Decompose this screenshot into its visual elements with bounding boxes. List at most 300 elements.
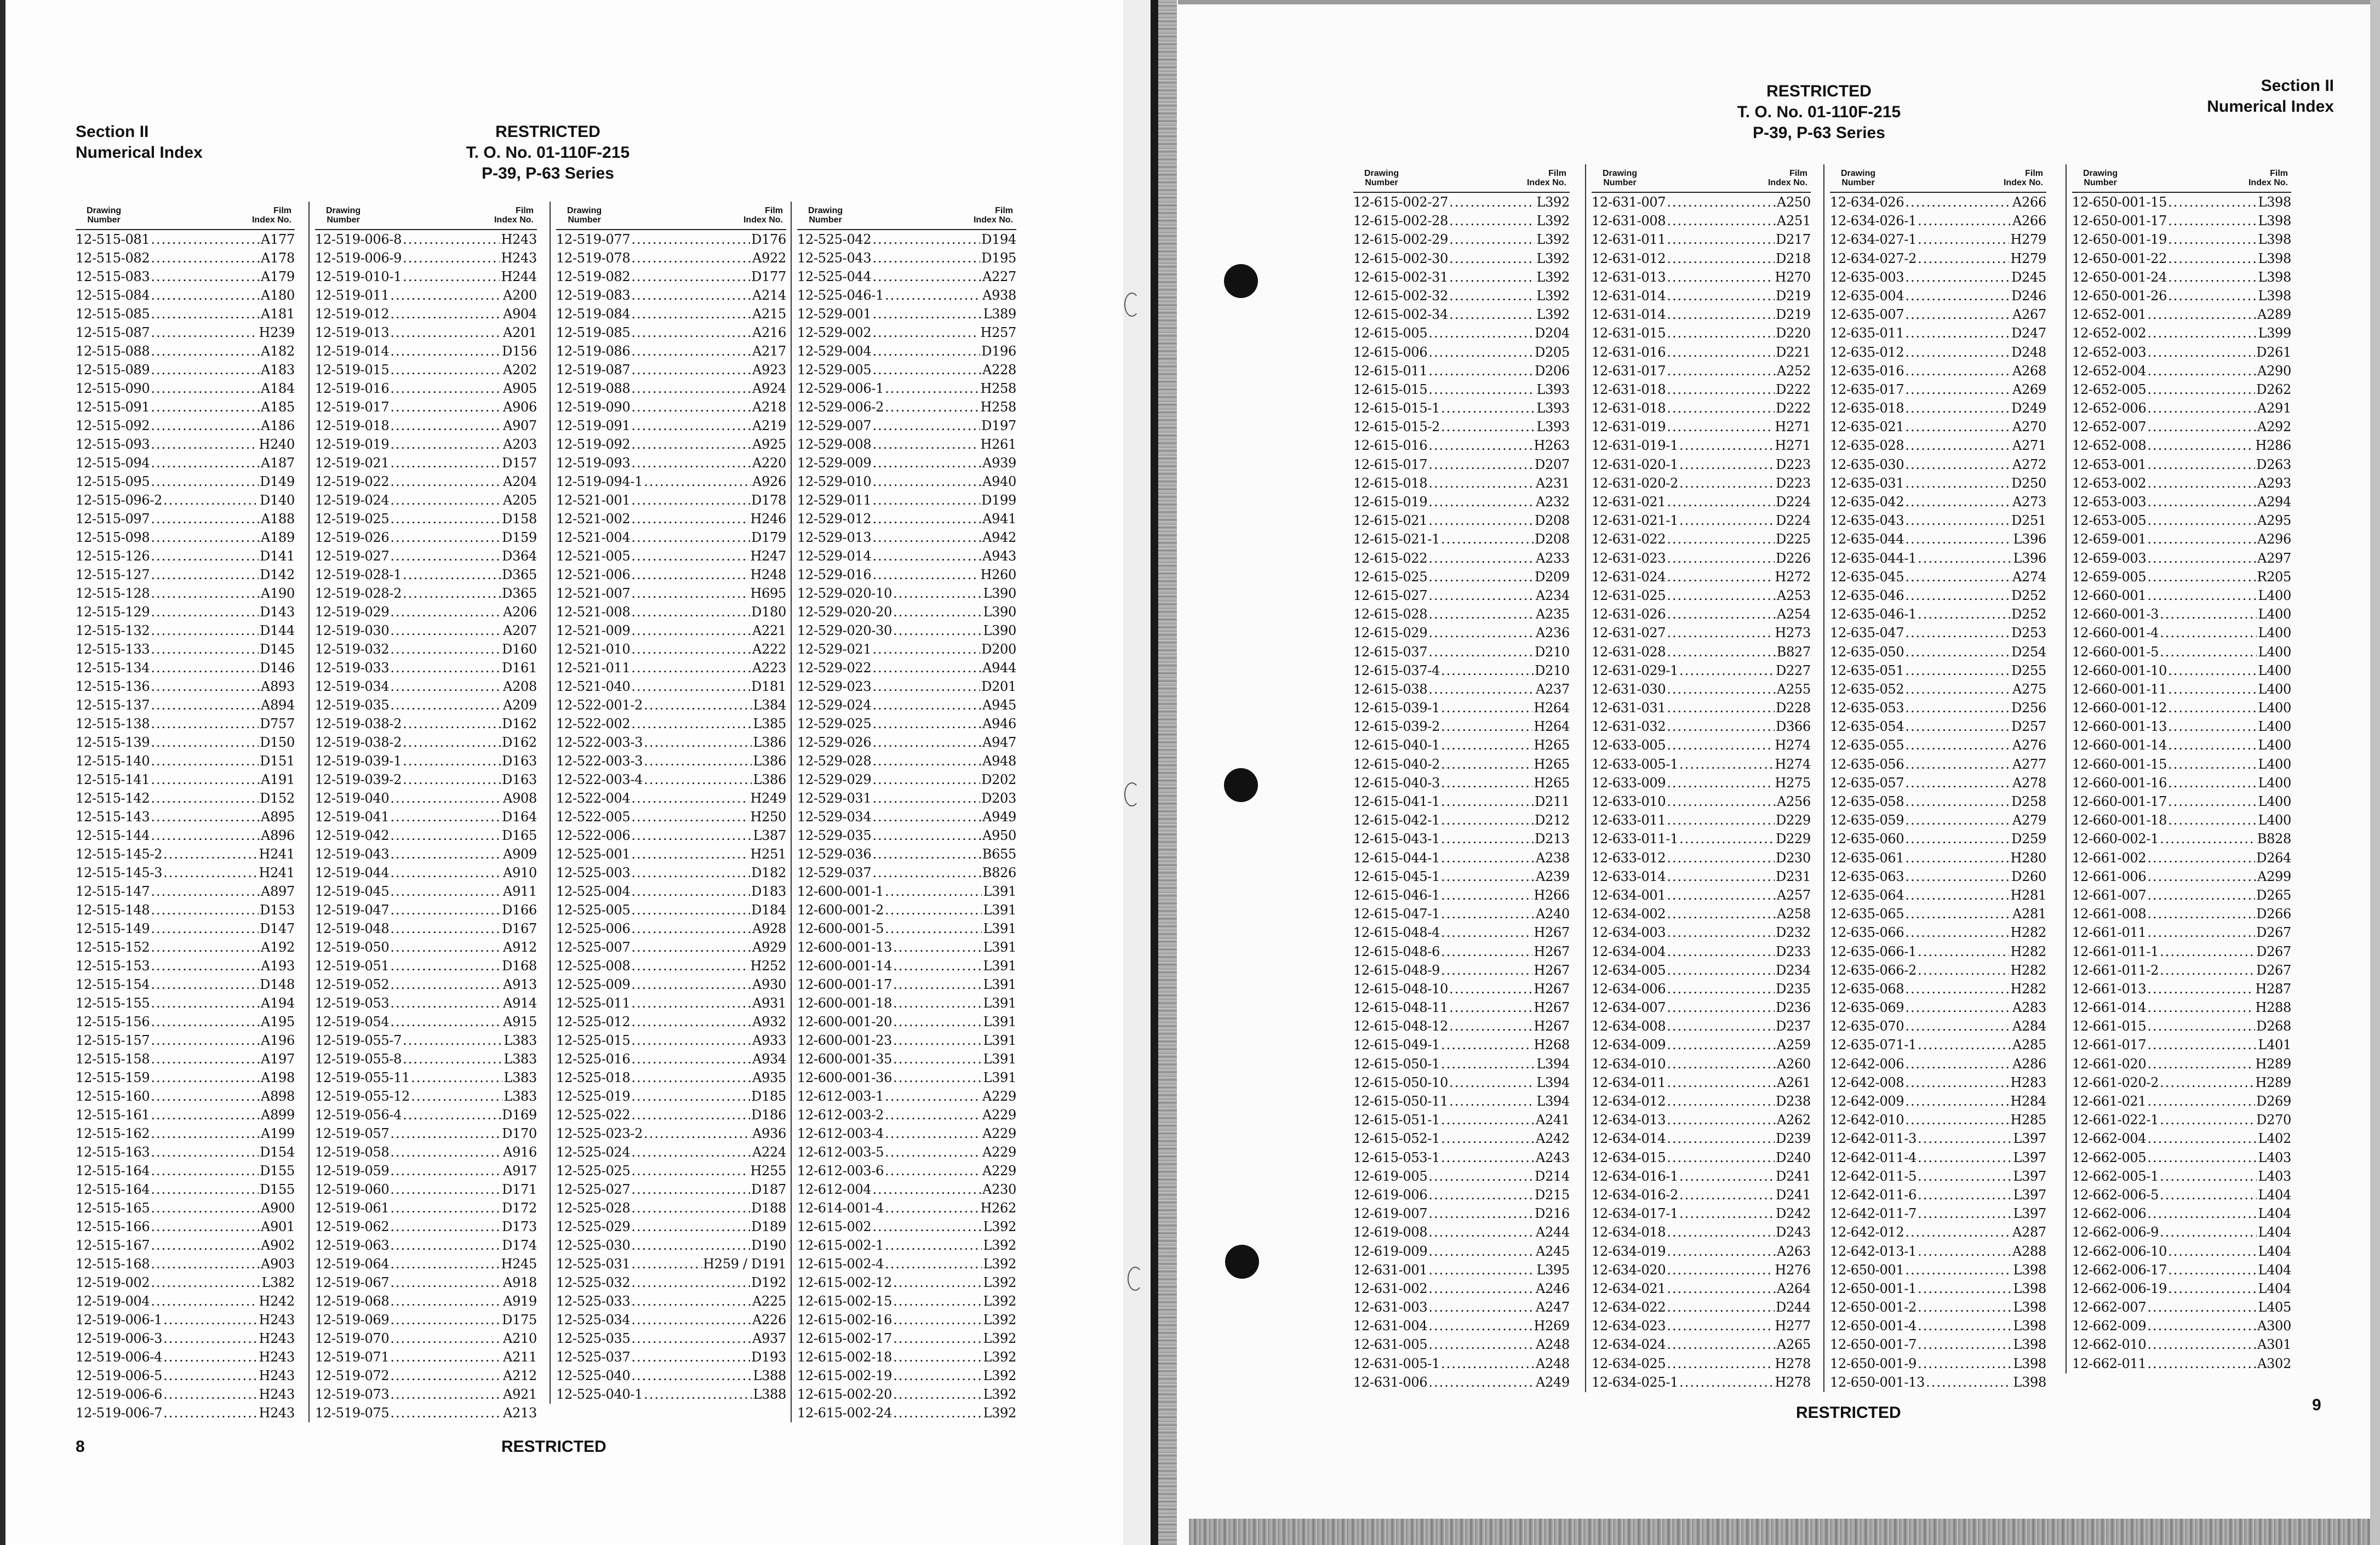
index-entry — [315, 863, 537, 882]
drawing-number: 12-515-126 — [76, 548, 150, 564]
index-entry — [1830, 661, 2046, 680]
index-entry — [556, 1031, 786, 1050]
index-entry — [76, 267, 295, 286]
film-index-number: L391 — [983, 940, 1016, 955]
dot-leader — [1905, 568, 2011, 586]
film-index-number: D242 — [1776, 1206, 1811, 1222]
drawing-number: 12-519-015 — [315, 362, 390, 377]
film-index-number: D194 — [981, 232, 1016, 247]
dot-leader — [2160, 1186, 2257, 1204]
index-entry — [556, 1087, 786, 1106]
film-index-number: A189 — [261, 530, 295, 545]
punch-hole — [1224, 264, 1258, 298]
index-entry — [2072, 1298, 2291, 1317]
index-entry — [2072, 1186, 2291, 1204]
index-entry — [1353, 792, 1570, 811]
index-entry — [2072, 568, 2291, 586]
dot-leader — [390, 919, 501, 938]
dot-leader — [151, 1050, 260, 1068]
dot-leader — [1441, 530, 1534, 548]
index-entry — [797, 510, 1016, 528]
film-index-number: D245 — [2011, 269, 2046, 285]
film-index-number: D160 — [502, 642, 537, 657]
film-index-number: D268 — [2256, 1018, 2291, 1034]
film-index-number: A201 — [503, 325, 537, 340]
film-index-number: A211 — [503, 1349, 537, 1365]
dot-leader — [872, 808, 981, 826]
film-index-number: L390 — [983, 623, 1016, 638]
drawing-number-header: Drawing Number — [2083, 169, 2118, 187]
film-index-number: D365 — [502, 567, 537, 582]
dot-leader — [390, 528, 501, 547]
drawing-number: 12-635-043 — [1830, 513, 1904, 529]
dot-leader — [1441, 923, 1532, 942]
dot-leader — [872, 491, 980, 510]
index-entry — [797, 491, 1016, 510]
film-index-number: L392 — [983, 1275, 1016, 1290]
dot-leader — [872, 435, 979, 454]
drawing-number: 12-529-002 — [797, 325, 872, 340]
column-header — [2072, 164, 2291, 193]
index-entry — [797, 808, 1016, 826]
index-entry — [556, 565, 786, 584]
dot-leader — [631, 286, 751, 305]
dot-leader — [2160, 961, 2255, 980]
index-entry — [76, 584, 295, 603]
drawing-number: 12-615-048-12 — [1353, 1018, 1449, 1034]
dot-leader — [151, 472, 259, 491]
film-index-number: A198 — [261, 1070, 295, 1085]
drawing-number: 12-519-024 — [315, 493, 390, 508]
index-entry — [1353, 1279, 1570, 1298]
film-index-number: D209 — [1535, 569, 1570, 585]
dot-leader — [2168, 1261, 2257, 1279]
drawing-number: 12-642-006 — [1830, 1056, 1904, 1072]
drawing-number: 12-529-026 — [797, 735, 872, 750]
drawing-number: 12-631-030 — [1592, 681, 1666, 697]
dot-leader — [2160, 623, 2257, 642]
restricted-label: RESTRICTED — [1766, 82, 1872, 100]
film-index-number: D233 — [1776, 943, 1811, 959]
drawing-number: 12-631-003 — [1353, 1300, 1428, 1315]
film-index-number: D182 — [751, 865, 786, 880]
index-entry — [1830, 1223, 2046, 1241]
drawing-number: 12-615-038 — [1353, 681, 1428, 697]
index-entry — [2072, 680, 2291, 699]
dot-leader — [390, 789, 502, 808]
film-index-number: A235 — [1536, 606, 1570, 622]
dot-leader — [1667, 287, 1775, 305]
film-index-number: D168 — [502, 958, 537, 974]
dot-leader — [1667, 1092, 1775, 1111]
drawing-number: 12-615-028 — [1353, 606, 1428, 622]
drawing-number: 12-631-012 — [1592, 250, 1666, 266]
dot-leader — [872, 770, 980, 789]
film-index-number: L400 — [2258, 681, 2291, 697]
dot-leader — [151, 510, 260, 528]
drawing-number: 12-615-029 — [1353, 625, 1428, 641]
dot-leader — [1905, 923, 2009, 942]
dot-leader — [1905, 193, 2011, 211]
index-entry — [1830, 1186, 2046, 1204]
dot-leader — [885, 286, 981, 305]
index-entry — [1592, 942, 1811, 961]
column-header — [315, 202, 537, 230]
film-index-number: A255 — [1777, 681, 1811, 697]
film-index-number: A265 — [1777, 1337, 1811, 1353]
drawing-number: 12-662-006-10 — [2072, 1243, 2167, 1259]
drawing-number: 12-619-009 — [1353, 1243, 1428, 1259]
drawing-number: 12-635-064 — [1830, 887, 1904, 903]
dot-leader — [1428, 1242, 1535, 1261]
film-index-number: D170 — [502, 1126, 537, 1141]
index-entry — [76, 957, 295, 975]
index-entry — [1830, 1242, 2046, 1261]
dot-leader — [390, 1292, 502, 1311]
drawing-number: 12-519-006-9 — [315, 250, 402, 266]
film-index-number: A182 — [261, 344, 295, 359]
dot-leader — [1905, 886, 2009, 905]
drawing-number: 12-642-011-7 — [1830, 1206, 1917, 1222]
index-entry — [1353, 249, 1570, 268]
film-index-header: Film Index No. — [494, 206, 534, 225]
index-column — [797, 202, 1016, 1422]
index-entry — [315, 752, 537, 770]
film-index-number: A230 — [982, 1182, 1016, 1197]
index-entry — [315, 360, 537, 379]
footer-restricted: RESTRICTED — [1796, 1404, 1901, 1422]
index-entry — [1592, 436, 1811, 455]
drawing-number: 12-519-067 — [315, 1275, 390, 1290]
drawing-number: 12-615-021-1 — [1353, 531, 1440, 547]
drawing-number: 12-635-017 — [1830, 381, 1904, 397]
dot-leader — [1667, 699, 1775, 717]
drawing-number: 12-600-001-23 — [797, 1033, 892, 1048]
film-index-number: D140 — [260, 493, 295, 508]
index-entry — [76, 901, 295, 919]
dot-leader — [403, 565, 501, 584]
drawing-number: 12-529-024 — [797, 697, 872, 713]
index-entry — [1353, 1354, 1570, 1373]
drawing-number: 12-519-030 — [315, 623, 390, 638]
drawing-number: 12-650-001-4 — [1830, 1318, 1917, 1334]
drawing-number: 12-525-008 — [556, 958, 631, 974]
index-entry — [2072, 717, 2291, 736]
dot-leader — [1667, 980, 1775, 998]
dot-leader — [151, 938, 260, 957]
drawing-number: 12-634-017-1 — [1592, 1206, 1679, 1222]
index-entry — [76, 435, 295, 454]
film-index-number: A220 — [752, 455, 786, 471]
index-entry — [797, 1143, 1016, 1161]
index-entry — [1830, 849, 2046, 867]
index-entry — [76, 1180, 295, 1199]
index-entry — [1830, 1298, 2046, 1317]
index-entry — [556, 1292, 786, 1311]
film-index-number: D166 — [502, 902, 537, 918]
dot-leader — [1679, 1373, 1773, 1392]
film-index-number: A896 — [261, 828, 295, 843]
film-index-number: H271 — [1775, 419, 1811, 435]
dot-leader — [2147, 905, 2255, 923]
left-page — [0, 0, 1123, 1545]
film-index-number: A906 — [503, 399, 537, 415]
dot-leader — [1667, 849, 1775, 867]
dot-leader — [2147, 305, 2256, 324]
drawing-number: 12-519-006-1 — [76, 1312, 163, 1327]
index-entry — [556, 528, 786, 547]
index-entry — [315, 603, 537, 621]
dot-leader — [2147, 1035, 2257, 1054]
index-entry — [1592, 249, 1811, 268]
dot-leader — [390, 696, 502, 714]
dot-leader — [872, 305, 982, 323]
drawing-number: 12-635-065 — [1830, 906, 1904, 922]
index-entry — [1830, 811, 2046, 829]
dot-leader — [872, 342, 980, 360]
film-index-number: D221 — [1776, 344, 1811, 360]
film-index-number: A239 — [1536, 868, 1570, 884]
dot-leader — [151, 398, 260, 416]
dot-leader — [151, 1199, 260, 1217]
drawing-number: 12-529-014 — [797, 548, 872, 564]
index-entry — [797, 621, 1016, 640]
index-entry — [76, 1348, 295, 1366]
film-index-number: D186 — [751, 1107, 786, 1123]
index-entry — [76, 342, 295, 360]
dot-leader — [2147, 1317, 2256, 1335]
dot-leader — [390, 845, 502, 863]
film-index-number: L393 — [1536, 419, 1570, 435]
drawing-number: 12-661-011-2 — [2072, 962, 2159, 978]
dot-leader — [644, 733, 752, 752]
dot-leader — [2168, 287, 2257, 305]
film-index-number: D208 — [1535, 513, 1570, 529]
film-index-number: D241 — [1776, 1187, 1811, 1203]
film-index-number: A933 — [752, 1033, 786, 1048]
index-entry — [315, 1143, 537, 1161]
film-index-number: A904 — [503, 306, 537, 322]
index-entry — [1353, 211, 1570, 230]
film-index-number: D261 — [2256, 344, 2291, 360]
dot-leader — [893, 1273, 982, 1292]
index-entry — [1830, 287, 2046, 305]
index-entry — [556, 1124, 786, 1143]
drawing-number: 12-519-064 — [315, 1256, 390, 1272]
index-entry — [797, 789, 1016, 808]
index-entry — [2072, 623, 2291, 642]
index-entry — [76, 1404, 295, 1422]
index-entry — [1592, 417, 1811, 436]
dot-leader — [390, 547, 501, 565]
film-index-number: L400 — [2258, 756, 2291, 772]
dot-leader — [631, 342, 751, 360]
film-index-number: D172 — [502, 1200, 537, 1216]
film-index-number: D236 — [1776, 1000, 1811, 1016]
film-index-number: A946 — [982, 716, 1016, 731]
dot-leader — [411, 1068, 502, 1087]
film-index-number: L403 — [2258, 1149, 2291, 1165]
index-entry — [315, 1031, 537, 1050]
film-index-number: L390 — [983, 604, 1016, 620]
dot-leader — [1441, 417, 1535, 436]
film-index-number: D239 — [1776, 1131, 1811, 1147]
drawing-number: 12-529-029 — [797, 772, 872, 787]
index-entry — [2072, 362, 2291, 380]
dot-leader — [1905, 586, 2010, 605]
index-entry — [76, 1068, 295, 1087]
index-entry — [556, 1273, 786, 1292]
drawing-number: 12-519-006-5 — [76, 1368, 163, 1383]
film-index-number: D232 — [1776, 925, 1811, 941]
index-entry — [76, 770, 295, 789]
film-index-number: L391 — [983, 995, 1016, 1011]
index-entry — [556, 808, 786, 826]
index-entry — [315, 1217, 537, 1236]
drawing-number: 12-634-024 — [1592, 1337, 1666, 1353]
dot-leader — [1918, 961, 2009, 980]
dot-leader — [1667, 193, 1776, 211]
drawing-number: 12-525-005 — [556, 902, 631, 918]
dot-leader — [631, 1050, 751, 1068]
dot-leader — [631, 994, 751, 1012]
index-entry — [1830, 305, 2046, 324]
index-entry — [1830, 980, 2046, 998]
dot-leader — [1428, 324, 1534, 342]
film-index-number: D164 — [502, 809, 537, 825]
film-index-number: A934 — [752, 1051, 786, 1067]
index-entry — [1353, 436, 1570, 455]
dot-leader — [1667, 1035, 1776, 1054]
index-entry — [76, 1012, 295, 1031]
dot-leader — [2147, 1204, 2257, 1223]
dot-leader — [1905, 1111, 2009, 1129]
film-index-number: A293 — [2257, 475, 2291, 491]
page-number: 9 — [2312, 1396, 2321, 1414]
drawing-number: 12-519-012 — [315, 306, 390, 322]
dot-leader — [2168, 1242, 2257, 1261]
dot-leader — [403, 1031, 502, 1050]
dot-leader — [2147, 455, 2255, 474]
drawing-number: 12-515-157 — [76, 1033, 150, 1048]
film-index-number: D235 — [1776, 981, 1811, 997]
drawing-number: 12-519-052 — [315, 977, 390, 992]
index-entry — [76, 1255, 295, 1273]
index-entry — [797, 323, 1016, 342]
film-index-number: L385 — [753, 716, 786, 731]
film-index-number: A177 — [261, 232, 295, 247]
drawing-number: 12-660-001-10 — [2072, 662, 2167, 678]
film-index-number: A272 — [2012, 456, 2046, 472]
dot-leader — [1905, 736, 2011, 754]
drawing-number: 12-519-035 — [315, 697, 390, 713]
dot-leader — [390, 510, 501, 528]
film-index-number: H274 — [1775, 737, 1811, 753]
index-entry — [2072, 493, 2291, 511]
drawing-number: 12-635-060 — [1830, 831, 1904, 847]
film-index-number: A274 — [2012, 569, 2046, 585]
drawing-number: 12-525-030 — [556, 1238, 631, 1253]
film-index-number: H243 — [259, 1331, 295, 1346]
index-entry — [315, 1329, 537, 1348]
film-index-number: H262 — [980, 1200, 1016, 1216]
drawing-number: 12-525-011 — [556, 995, 631, 1011]
dot-leader — [1667, 811, 1775, 829]
index-entry — [315, 1161, 537, 1180]
dot-leader — [1905, 399, 2010, 417]
index-entry — [1592, 998, 1811, 1017]
drawing-number: 12-634-010 — [1592, 1056, 1666, 1072]
drawing-number: 12-615-022 — [1353, 550, 1428, 566]
drawing-number: 12-615-037-4 — [1353, 662, 1440, 678]
index-entry — [76, 1366, 295, 1385]
index-entry — [556, 1329, 786, 1348]
drawing-number: 12-642-008 — [1830, 1074, 1904, 1090]
drawing-number: 12-631-031 — [1592, 700, 1666, 716]
film-index-number: D203 — [981, 791, 1016, 806]
index-entry — [1592, 774, 1811, 792]
dot-leader — [1667, 961, 1775, 980]
film-index-number: A276 — [2012, 737, 2046, 753]
index-entry — [1830, 736, 2046, 754]
index-entry — [797, 230, 1016, 249]
drawing-number: 12-525-019 — [556, 1089, 631, 1104]
drawing-number: 12-515-153 — [76, 958, 150, 974]
dot-leader — [885, 919, 982, 938]
film-index-number: D158 — [502, 511, 537, 527]
film-index-number: D257 — [2011, 719, 2046, 735]
drawing-number: 12-521-002 — [556, 511, 631, 527]
film-index-number: L392 — [1536, 232, 1570, 248]
index-entry — [797, 882, 1016, 901]
series-label: P-39, P-63 Series — [1753, 124, 1885, 142]
dot-leader — [2168, 211, 2257, 230]
index-entry — [556, 714, 786, 733]
film-index-number: L392 — [983, 1312, 1016, 1327]
film-index-number: A907 — [503, 418, 537, 433]
scan-margin — [1189, 1519, 2380, 1545]
film-index-number: D178 — [751, 493, 786, 508]
index-entry — [2072, 736, 2291, 754]
film-index-number: A231 — [1536, 475, 1570, 491]
dot-leader — [872, 360, 981, 379]
film-index-number: D262 — [2256, 381, 2291, 397]
right-page — [1151, 0, 2380, 1545]
dot-leader — [631, 360, 751, 379]
dot-leader — [2168, 717, 2257, 736]
dot-leader — [872, 826, 981, 845]
film-index-number: A194 — [261, 995, 295, 1011]
dot-leader — [1441, 829, 1534, 848]
film-index-number: A188 — [261, 511, 295, 527]
index-entry — [2072, 1317, 2291, 1335]
drawing-number: 12-615-046-1 — [1353, 887, 1440, 903]
drawing-number: 12-519-091 — [556, 418, 631, 433]
drawing-number: 12-515-137 — [76, 697, 150, 713]
dot-leader — [631, 789, 749, 808]
drawing-number: 12-515-165 — [76, 1200, 150, 1216]
film-index-number: A908 — [503, 791, 537, 806]
index-entry — [556, 919, 786, 938]
film-index-number: L382 — [261, 1275, 295, 1290]
drawing-number: 12-650-001-17 — [2072, 213, 2167, 229]
drawing-number: 12-631-020-1 — [1592, 456, 1679, 472]
index-entry — [1830, 1148, 2046, 1167]
index-entry — [797, 305, 1016, 323]
drawing-number: 12-525-004 — [556, 884, 631, 899]
dot-leader — [1905, 680, 2011, 699]
dot-leader — [1905, 417, 2011, 436]
